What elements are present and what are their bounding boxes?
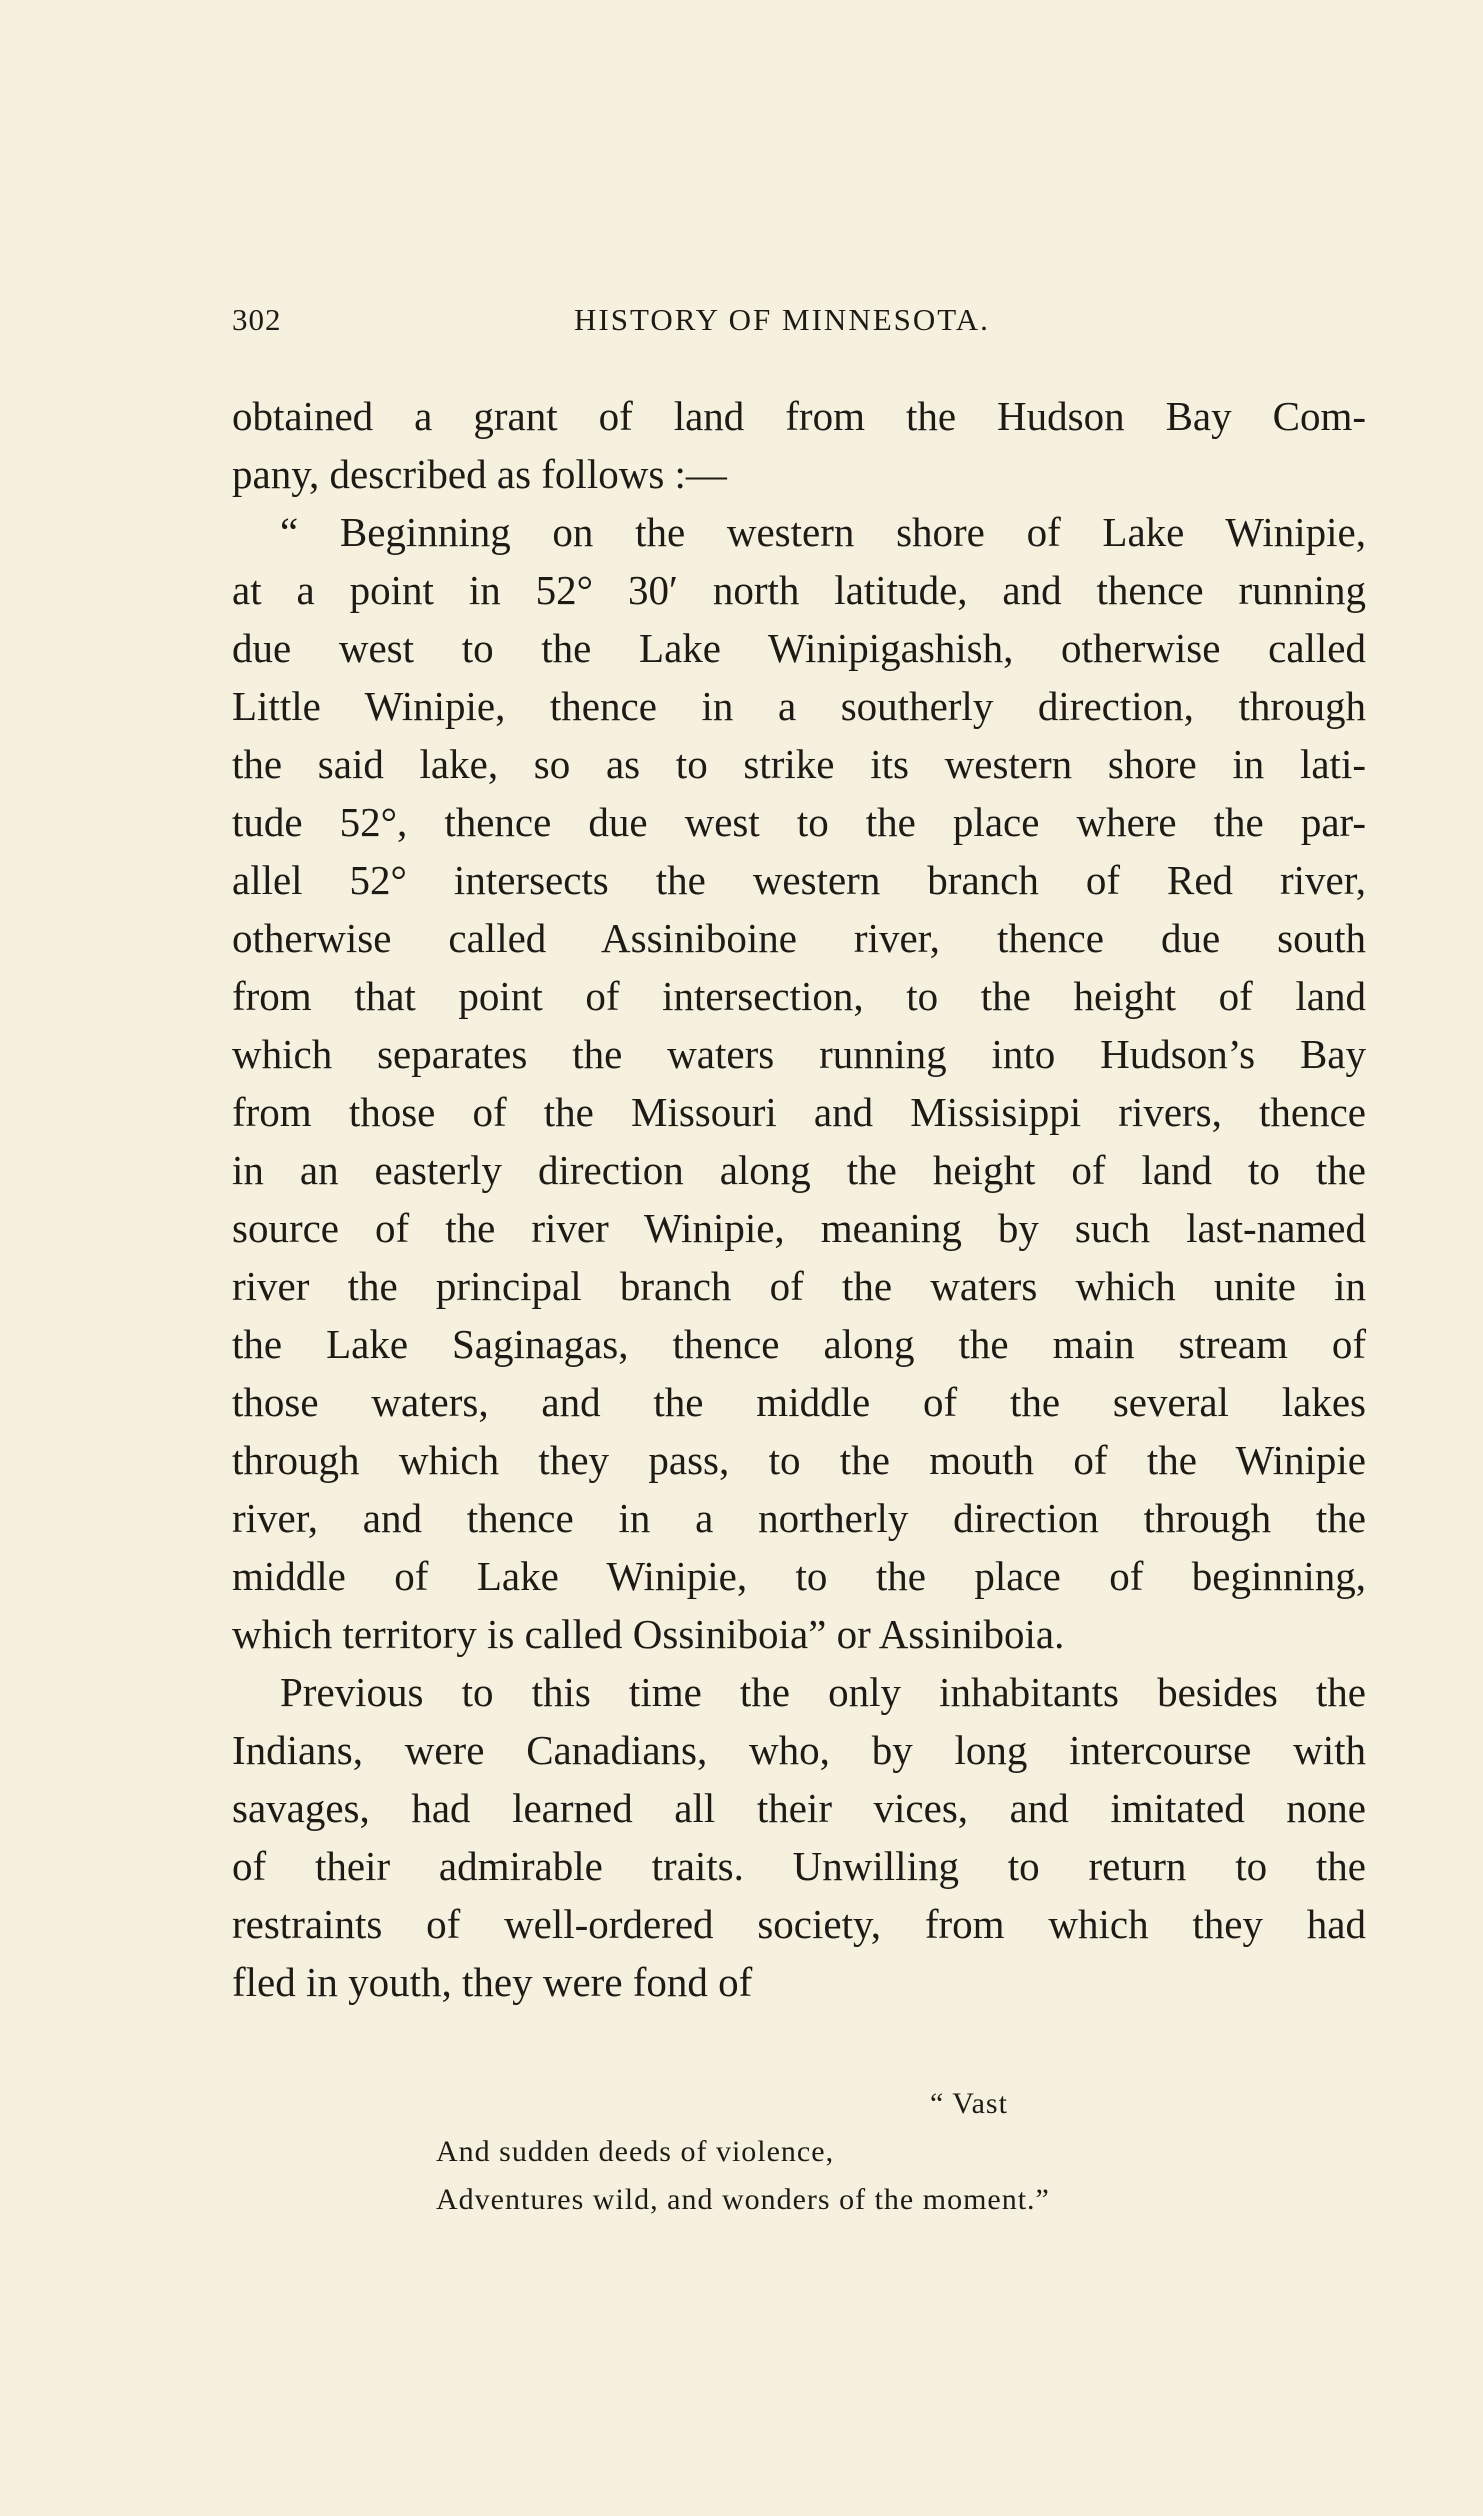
text-line: which separates the waters running into Hudson’s Bay — [232, 1031, 1366, 1077]
text-line: of their admirable traits. Unwilling to return to the — [232, 1843, 1366, 1889]
text-line: otherwise called Assiniboine river, thence due south — [232, 915, 1366, 961]
text-line: allel 52° intersects the western branch of Red river, — [232, 857, 1366, 903]
text-line: tude 52°, thence due west to the place where the par- — [232, 799, 1366, 845]
text-line: Little Winipie, thence in a southerly direction, through — [232, 683, 1366, 729]
text-line: middle of Lake Winipie, to the place of beginning, — [232, 1553, 1366, 1599]
text-line: in an easterly direction along the height of land to the — [232, 1147, 1366, 1193]
text-line: at a point in 52° 30′ north latitude, and thence running — [232, 567, 1366, 613]
quote-line: “ Vast — [930, 2087, 1008, 2120]
text-line: from that point of intersection, to the height of land — [232, 973, 1366, 1019]
page-number: 302 — [232, 302, 282, 337]
text-line: river, and thence in a northerly direction through the — [232, 1495, 1366, 1541]
verse-quotation — [436, 2080, 1256, 2224]
text-line: the said lake, so as to strike its western shore in lati- — [232, 741, 1366, 787]
text-line: “ Beginning on the western shore of Lake Winipie, — [280, 509, 1366, 555]
text-line: the Lake Saginagas, thence along the main stream of — [232, 1321, 1366, 1367]
text-line: through which they pass, to the mouth of the Winipie — [232, 1437, 1366, 1483]
text-line: due west to the Lake Winipigashish, otherwise called — [232, 625, 1366, 671]
text-line: which territory is called Ossiniboia” or Assiniboia. — [232, 1611, 1065, 1657]
text-line: obtained a grant of land from the Hudson Bay Com- — [232, 393, 1366, 439]
quote-line: And sudden deeds of violence, — [436, 2135, 835, 2168]
text-line: Previous to this time the only inhabitants besides the — [280, 1669, 1366, 1715]
text-line: fled in youth, they were fond of — [232, 1959, 753, 2005]
text-line: those waters, and the middle of the several lakes — [232, 1379, 1366, 1425]
text-line: pany, described as follows :— — [232, 451, 727, 497]
text-line: source of the river Winipie, meaning by such last-named — [232, 1205, 1366, 1251]
running-head — [232, 302, 1366, 342]
text-line: savages, had learned all their vices, and imitated none — [232, 1785, 1366, 1831]
body-text — [232, 387, 1366, 2011]
quote-line: Adventures wild, and wonders of the moment.” — [436, 2183, 1050, 2216]
text-line: Indians, were Canadians, who, by long intercourse with — [232, 1727, 1366, 1773]
text-line: from those of the Missouri and Missisippi rivers, thence — [232, 1089, 1366, 1135]
running-title: HISTORY OF MINNESOTA. — [574, 302, 990, 337]
text-line: river the principal branch of the waters which unite in — [232, 1263, 1366, 1309]
text-line: restraints of well-ordered society, from which they had — [232, 1901, 1366, 1947]
